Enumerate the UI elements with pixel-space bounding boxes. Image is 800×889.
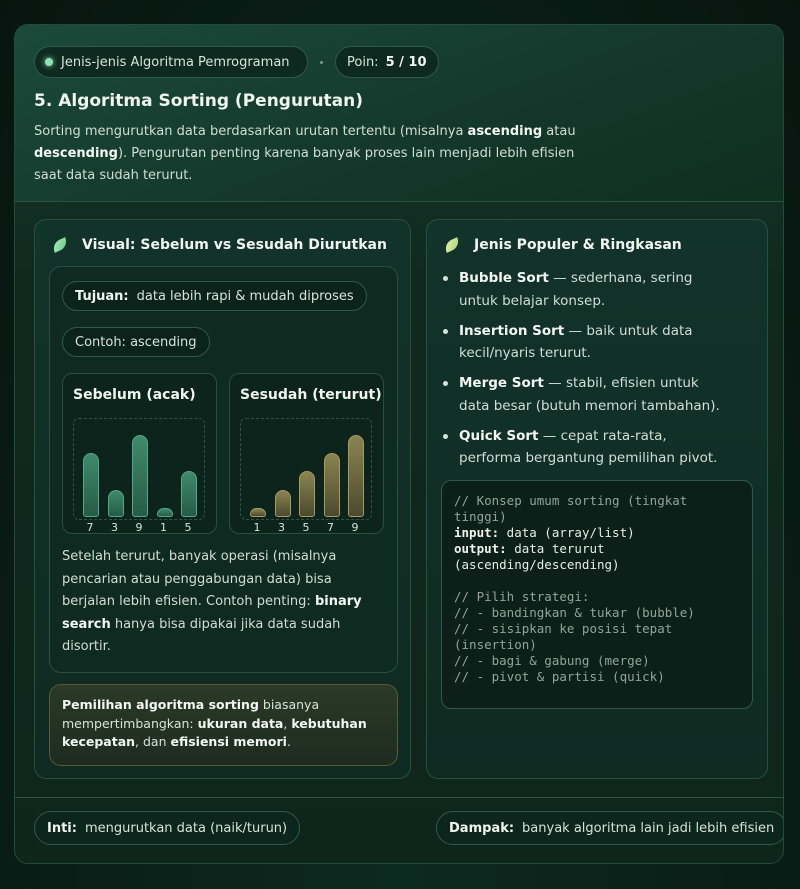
types-panel — [426, 219, 768, 779]
list-item — [443, 425, 733, 470]
algorithm-description: — sederhana, sering untuk belajar konsep. — [459, 270, 693, 309]
algorithm-name: Quick Sort — [459, 427, 539, 444]
points-label: Poin: — [347, 54, 379, 70]
impact-pill: Dampak: banyak algoritma lain jadi lebih efisien — [436, 811, 784, 845]
chart-tick-label: 9 — [135, 521, 143, 534]
chart-bar — [250, 508, 266, 517]
code-block: // Konsep umum sorting (tingkat tinggi) input: data (array/list) output: data terurut (ascending/descending) // Pilih strategi: // - bandingkan & tukar (bubble) // - sisipkan ke posisi tepat (insertion) // - bagi & gabung (merge) // - pivot & partisi (quick) — [441, 480, 753, 709]
chart-bar — [181, 471, 197, 517]
algorithm-name: Insertion Sort — [459, 322, 565, 339]
page-description: Sorting mengurutkan data berdasarkan urutan tertentu (misalnya ascending atau descending). Pengurutan penting karena banyak proses lain menjadi lebih efisien saat data sudah terurut. — [34, 124, 576, 183]
header — [15, 25, 783, 202]
topic-pill — [34, 46, 308, 78]
chart-after-title: Sesudah (terurut) — [240, 387, 382, 403]
chart-tick-label: 7 — [86, 521, 94, 534]
visual-inner-box — [49, 266, 398, 673]
list-item — [443, 372, 733, 417]
algorithm-description: — stabil, efisien untuk data besar (butuh memori tambahan). — [459, 375, 720, 414]
goal-chip: Tujuan: data lebih rapi & mudah diproses — [62, 281, 367, 311]
chart-tick-label: 5 — [302, 521, 310, 534]
algorithm-name: Merge Sort — [459, 375, 544, 391]
list-item — [443, 267, 733, 312]
chart-bar — [108, 490, 124, 517]
page-title: 5. Algoritma Sorting (Pengurutan) — [34, 91, 364, 111]
chart-tick-label: 5 — [184, 521, 192, 534]
example-chip: Contoh: ascending — [62, 327, 210, 357]
chart-bar — [157, 508, 173, 517]
algorithm-name: Bubble Sort — [459, 270, 549, 286]
selection-note: Pemilihan algoritma sorting biasanya mempertimbangkan: ukuran data, kebutuhan kecepatan, dan efisiensi memori. — [49, 684, 398, 766]
visual-panel — [34, 219, 411, 779]
slide-card — [14, 24, 784, 864]
visual-panel-title: Visual: Sebelum vs Sesudah Diurutkan — [52, 237, 387, 253]
separator-dot — [320, 61, 323, 64]
chart-before-plot — [73, 418, 205, 520]
algorithm-list — [443, 267, 733, 477]
chart-bar — [299, 471, 315, 517]
footer-divider — [15, 797, 783, 798]
chart-tick-label: 3 — [278, 521, 285, 534]
types-panel-title: Jenis Populer & Ringkasan — [444, 237, 682, 253]
list-item — [443, 320, 733, 365]
chart-tick-label: 3 — [111, 521, 118, 534]
core-pill: Inti: mengurutkan data (naik/turun) — [34, 811, 300, 845]
topic-label: Jenis-jenis Algoritma Pemrograman — [61, 54, 290, 70]
chart-tick-label: 1 — [160, 521, 167, 534]
chart-bar — [324, 453, 340, 517]
points-value: 5 / 10 — [385, 54, 427, 70]
leaf-icon — [51, 237, 70, 253]
chart-bar — [275, 490, 291, 517]
chart-tick-label: 1 — [253, 521, 261, 534]
algorithm-description: — cepat rata-rata, performa bergantung pemilihan pivot. — [459, 427, 718, 466]
chart-after — [229, 373, 384, 534]
leaf-icon — [443, 237, 462, 253]
chart-bar — [348, 435, 364, 517]
chart-bar — [132, 435, 148, 517]
chart-tick-label: 9 — [351, 521, 359, 534]
chart-after-plot — [240, 418, 372, 520]
chart-before — [62, 373, 217, 534]
sorted-benefit-text: Setelah terurut, banyak operasi (misalnya pencarian atau penggabungan data) bisa berjalan lebih efisien. Contoh penting: binary search hanya bisa dipakai jika data sudah disortir. — [62, 549, 362, 654]
chart-tick-label: 7 — [327, 521, 334, 534]
chart-before-title: Sebelum (acak) — [73, 387, 196, 403]
algorithm-description: — baik untuk data kecil/nyaris terurut. — [459, 322, 693, 361]
status-dot-icon — [45, 58, 53, 66]
points-pill — [335, 46, 439, 78]
chart-bar — [83, 453, 99, 517]
